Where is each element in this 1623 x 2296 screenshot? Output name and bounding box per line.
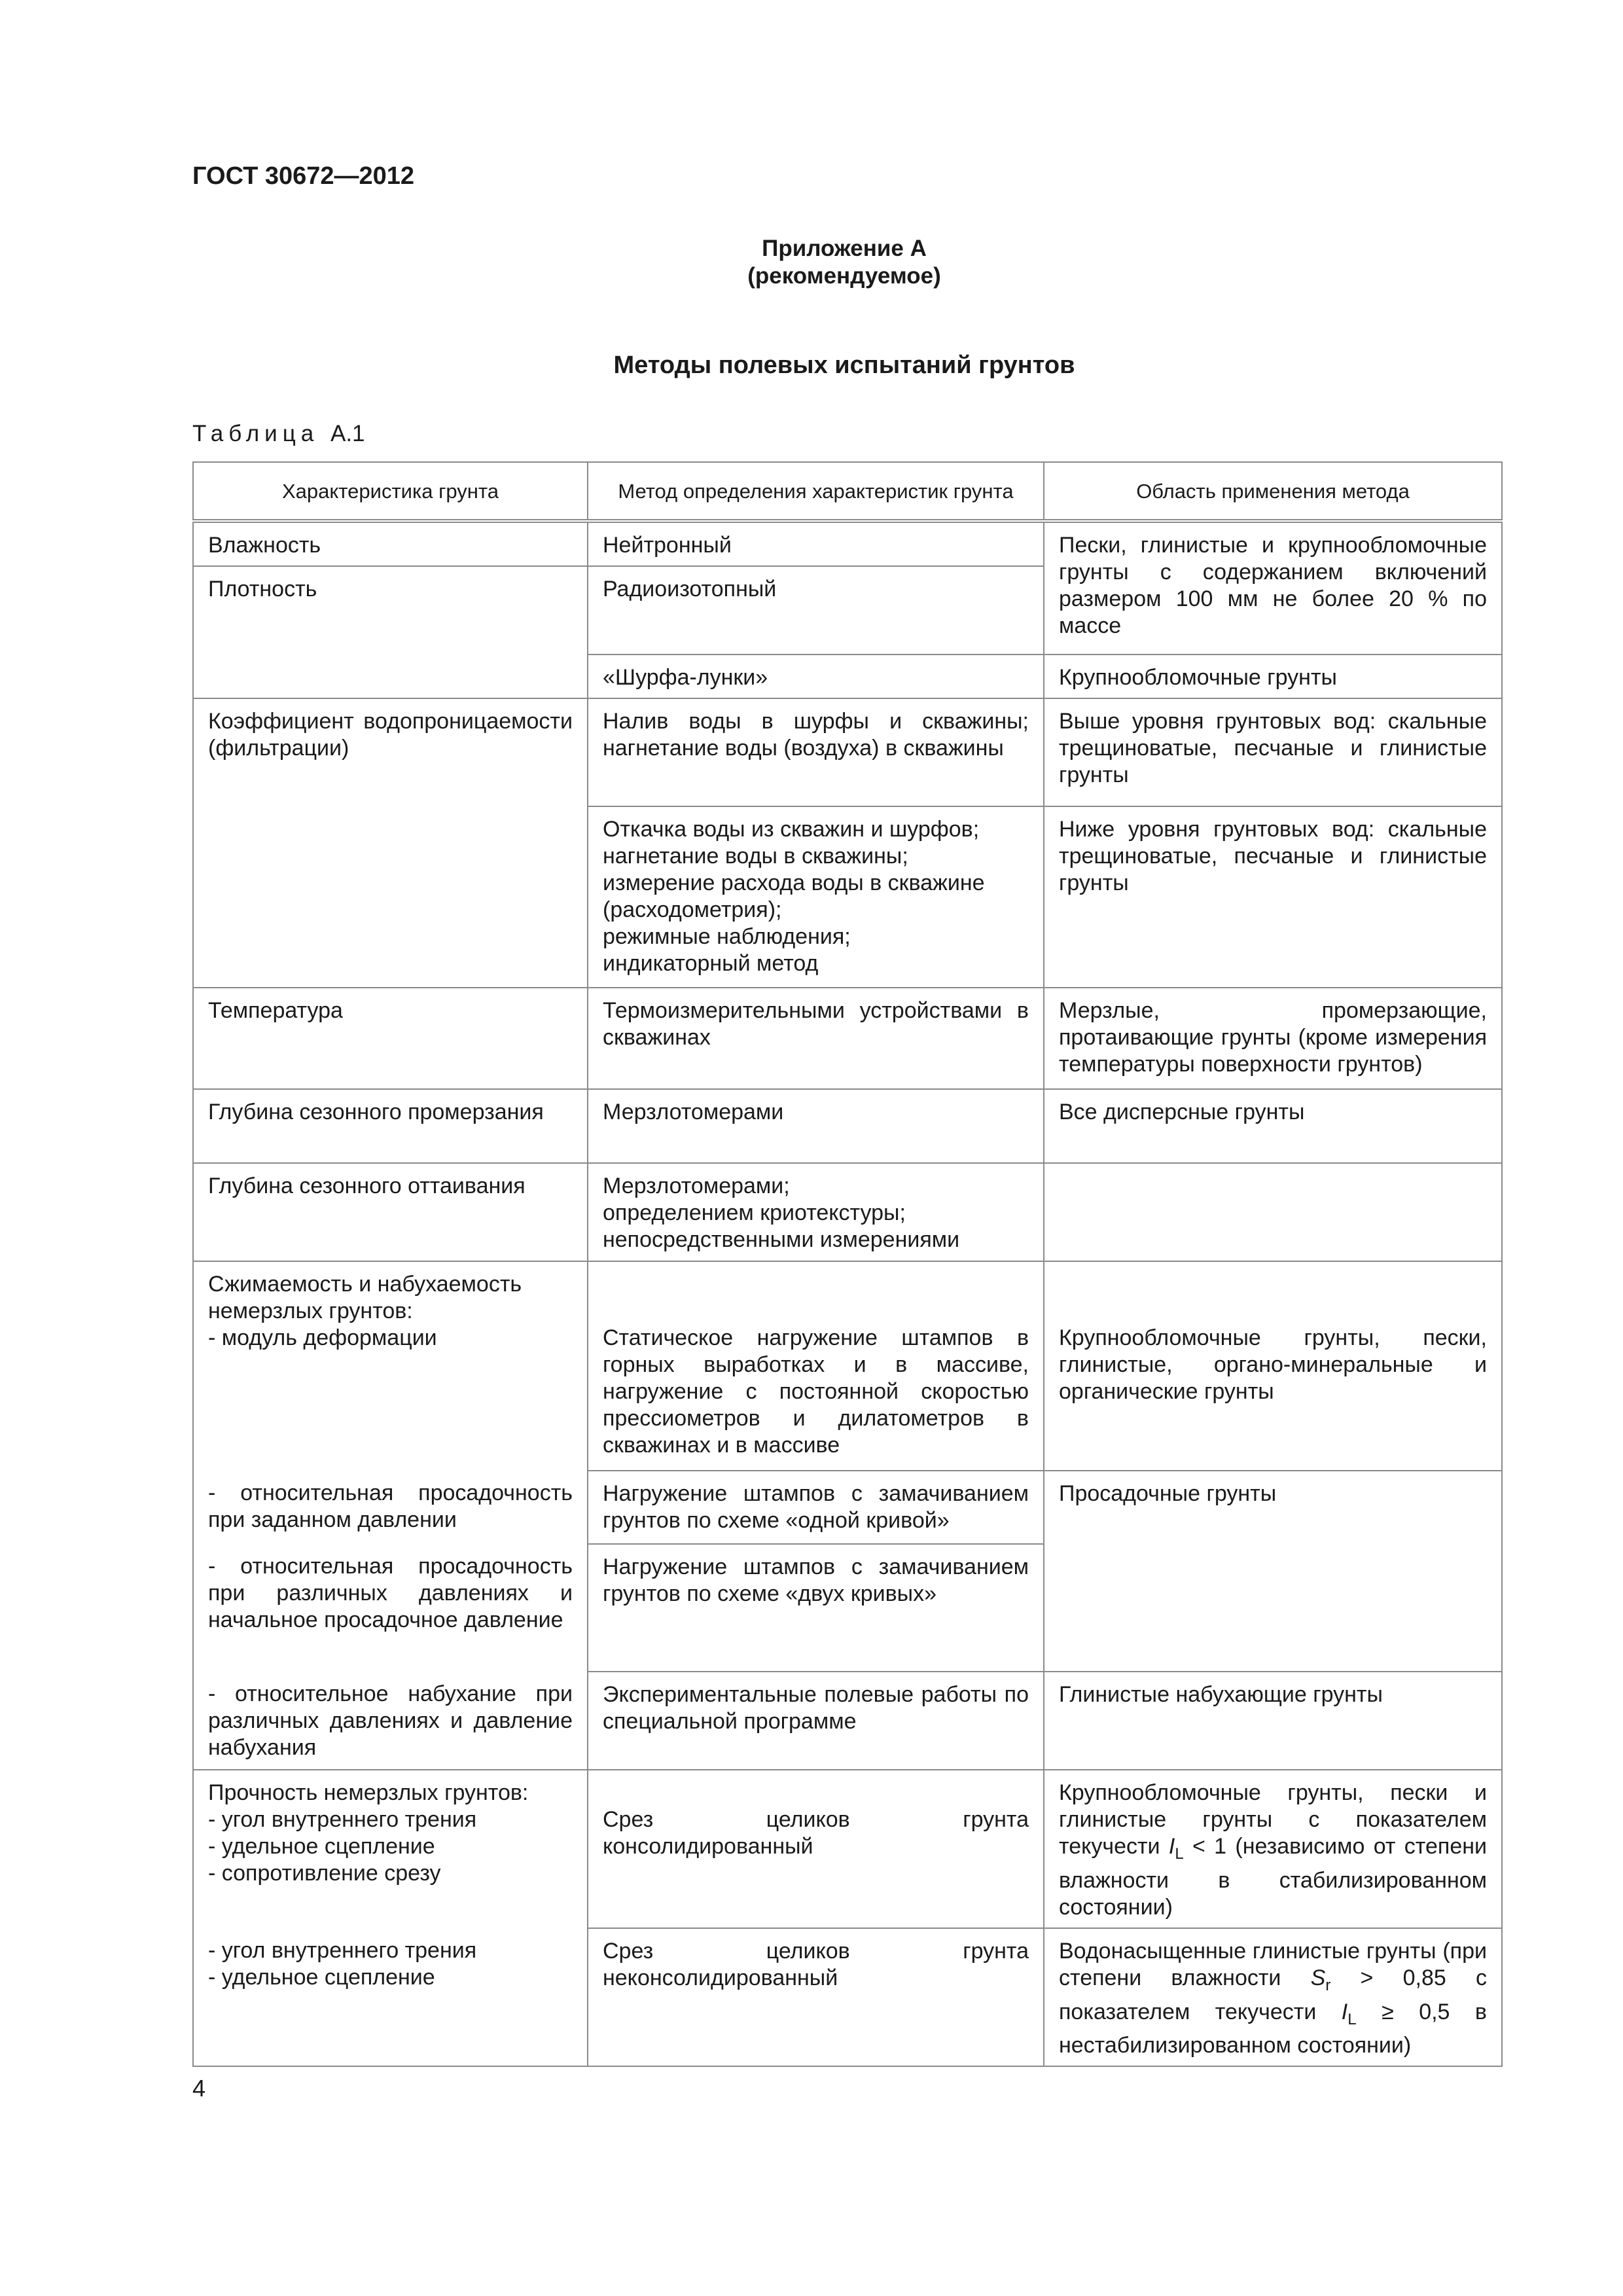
- table-cell: «Шурфа-лунки»: [588, 655, 1044, 698]
- table-row: [193, 988, 1502, 1089]
- cell-text: Крупнообломочные грунты, пески, глинистые, органо-минеральные и органические грунты: [1059, 1325, 1487, 1404]
- table-cell: [193, 1770, 588, 1928]
- table-caption: [192, 421, 365, 447]
- table-row: [193, 1770, 1502, 1928]
- table-cell: [193, 1928, 588, 2067]
- cell-line: непосредственными измерениями: [603, 1227, 960, 1252]
- table-caption-prefix: Таблица: [192, 421, 319, 446]
- liquidity-index-symbol: I: [1341, 1999, 1348, 2024]
- cell-line: индикаторный метод: [603, 951, 819, 976]
- table-cell: Влажность: [193, 521, 588, 566]
- cell-line: режимные наблюдения;: [603, 924, 851, 949]
- column-header: Метод определения характеристик грунта: [588, 462, 1044, 521]
- table-row: [193, 1261, 1502, 1471]
- table-cell: Налив воды в шурфы и скважины; нагнетание воды (воздуха) в скважины: [588, 698, 1044, 806]
- cell-line: определением криотекстуры;: [603, 1200, 906, 1225]
- cell-text: Крупнообломочные грунты, пески и глинистые грунты с показателем текучести: [1059, 1780, 1487, 1859]
- table-header-row: [193, 462, 1502, 521]
- table-cell: [588, 1163, 1044, 1261]
- table-caption-number: А.1: [330, 421, 365, 446]
- table-cell: Мерзлые, промерзающие, протаивающие грунты (кроме измерения температуры поверхности грунтов): [1044, 988, 1502, 1089]
- cell-line: Сжимаемость и набухаемость немерзлых грунтов:: [208, 1272, 522, 1323]
- cell-text: ≥ 0,5 в нестабилизированном состоянии): [1059, 1999, 1487, 2058]
- table-cell: Коэффициент водопроницаемости (фильтрации): [193, 698, 588, 988]
- table-cell: Нейтронный: [588, 521, 1044, 566]
- cell-line: - угол внутреннего трения: [208, 1937, 477, 1963]
- table-cell: Срез целиков грунта неконсолидированный: [588, 1928, 1044, 2067]
- table-cell: [1044, 1163, 1502, 1261]
- symbol-subscript: r: [1325, 1976, 1331, 1994]
- table-row: [193, 698, 1502, 806]
- table-cell: [588, 1261, 1044, 1471]
- table-cell: [588, 806, 1044, 988]
- table-cell: Нагружение штампов с замачиванием грунтов по схеме «двух кривых»: [588, 1544, 1044, 1672]
- cell-line: измерение расхода воды в скважине (расходометрия);: [603, 870, 985, 922]
- cell-text: Срез целиков грунта консолидированный: [603, 1807, 1029, 1859]
- table-cell: Пески, глинистые и крупнообломочные грунты с содержанием включений размером 100 мм не более 20 % по массе: [1044, 521, 1502, 655]
- cell-line: - модуль деформации: [208, 1325, 437, 1350]
- table-cell: - относительная просадочность при различных давлениях и начальное просадочное давление: [193, 1544, 588, 1672]
- cell-line: нагнетание воды в скважины;: [603, 844, 908, 869]
- cell-line: - удельное сцепление: [208, 1964, 435, 1990]
- document-code: ГОСТ 30672—2012: [192, 162, 415, 190]
- section-title: Методы полевых испытаний грунтов: [613, 351, 1075, 379]
- table-cell: Мерзлотомерами: [588, 1089, 1044, 1163]
- cell-text: < 1 (независимо от степени влажности в стабилизированном состоянии): [1059, 1834, 1487, 1920]
- field-test-methods-table: [192, 461, 1503, 2067]
- table-cell: Все дисперсные грунты: [1044, 1089, 1502, 1163]
- table-cell: Ниже уровня грунтовых вод: скальные трещиноватые, песчаные и глинистые грунты: [1044, 806, 1502, 988]
- cell-line: - удельное сцепление: [208, 1834, 435, 1859]
- table-cell: [193, 1261, 588, 1471]
- cell-text: Водонасыщенные глинистые грунты (при степени влажности: [1059, 1938, 1487, 1990]
- annex-kind: (рекомендуемое): [747, 263, 941, 289]
- table-cell: Температура: [193, 988, 588, 1089]
- table-cell: [1044, 1261, 1502, 1471]
- page-number: 4: [192, 2075, 206, 2102]
- table-row: [193, 1163, 1502, 1261]
- table-cell: Плотность: [193, 566, 588, 698]
- cell-text: > 0,85 с показателем текучести: [1059, 1965, 1487, 2024]
- table-cell: Глубина сезонного промерзания: [193, 1089, 588, 1163]
- table-cell: Выше уровня грунтовых вод: скальные трещиноватые, песчаные и глинистые грунты: [1044, 698, 1502, 806]
- table-cell: Просадочные грунты: [1044, 1471, 1502, 1672]
- cell-line: - сопротивление срезу: [208, 1861, 441, 1886]
- table-cell: Термоизмерительными устройствами в скважинах: [588, 988, 1044, 1089]
- table-row: [193, 1928, 1502, 2067]
- table-cell: Глубина сезонного оттаивания: [193, 1163, 588, 1261]
- table-cell: Глинистые набухающие грунты: [1044, 1672, 1502, 1770]
- table-cell: [1044, 1928, 1502, 2067]
- symbol-subscript: L: [1347, 2010, 1357, 2028]
- table-cell: Крупнообломочные грунты: [1044, 655, 1502, 698]
- cell-line: - угол внутреннего трения: [208, 1807, 477, 1832]
- table-cell: Экспериментальные полевые работы по специальной программе: [588, 1672, 1044, 1770]
- annex-title: Приложение А: [762, 236, 927, 261]
- table-row: [193, 1471, 1502, 1544]
- table-row: [193, 1089, 1502, 1163]
- table-cell: [588, 1770, 1044, 1928]
- symbol-subscript: L: [1175, 1844, 1184, 1863]
- cell-line: Прочность немерзлых грунтов:: [208, 1780, 529, 1805]
- liquidity-index-symbol: I: [1168, 1834, 1175, 1859]
- table-row: [193, 521, 1502, 566]
- cell-line: Мерзлотомерами;: [603, 1174, 790, 1198]
- cell-line: Откачка воды из скважин и шурфов;: [603, 817, 980, 842]
- saturation-degree-symbol: S: [1310, 1965, 1326, 1990]
- table-cell: Радиоизотопный: [588, 566, 1044, 655]
- cell-text: Статическое нагружение штампов в горных выработках и в массиве, нагружение с постоянной скоростью прессиометров и дилатометров в скважинах и в массиве: [603, 1325, 1029, 1458]
- table-cell: - относительное набухание при различных давлениях и давление набухания: [193, 1672, 588, 1770]
- table-cell: [1044, 1770, 1502, 1928]
- column-header: Характеристика грунта: [193, 462, 588, 521]
- table-row: [193, 1672, 1502, 1770]
- table-cell: Нагружение штампов с замачиванием грунтов по схеме «одной кривой»: [588, 1471, 1044, 1544]
- column-header: Область применения метода: [1044, 462, 1502, 521]
- table-cell: - относительная просадочность при заданном давлении: [193, 1471, 588, 1544]
